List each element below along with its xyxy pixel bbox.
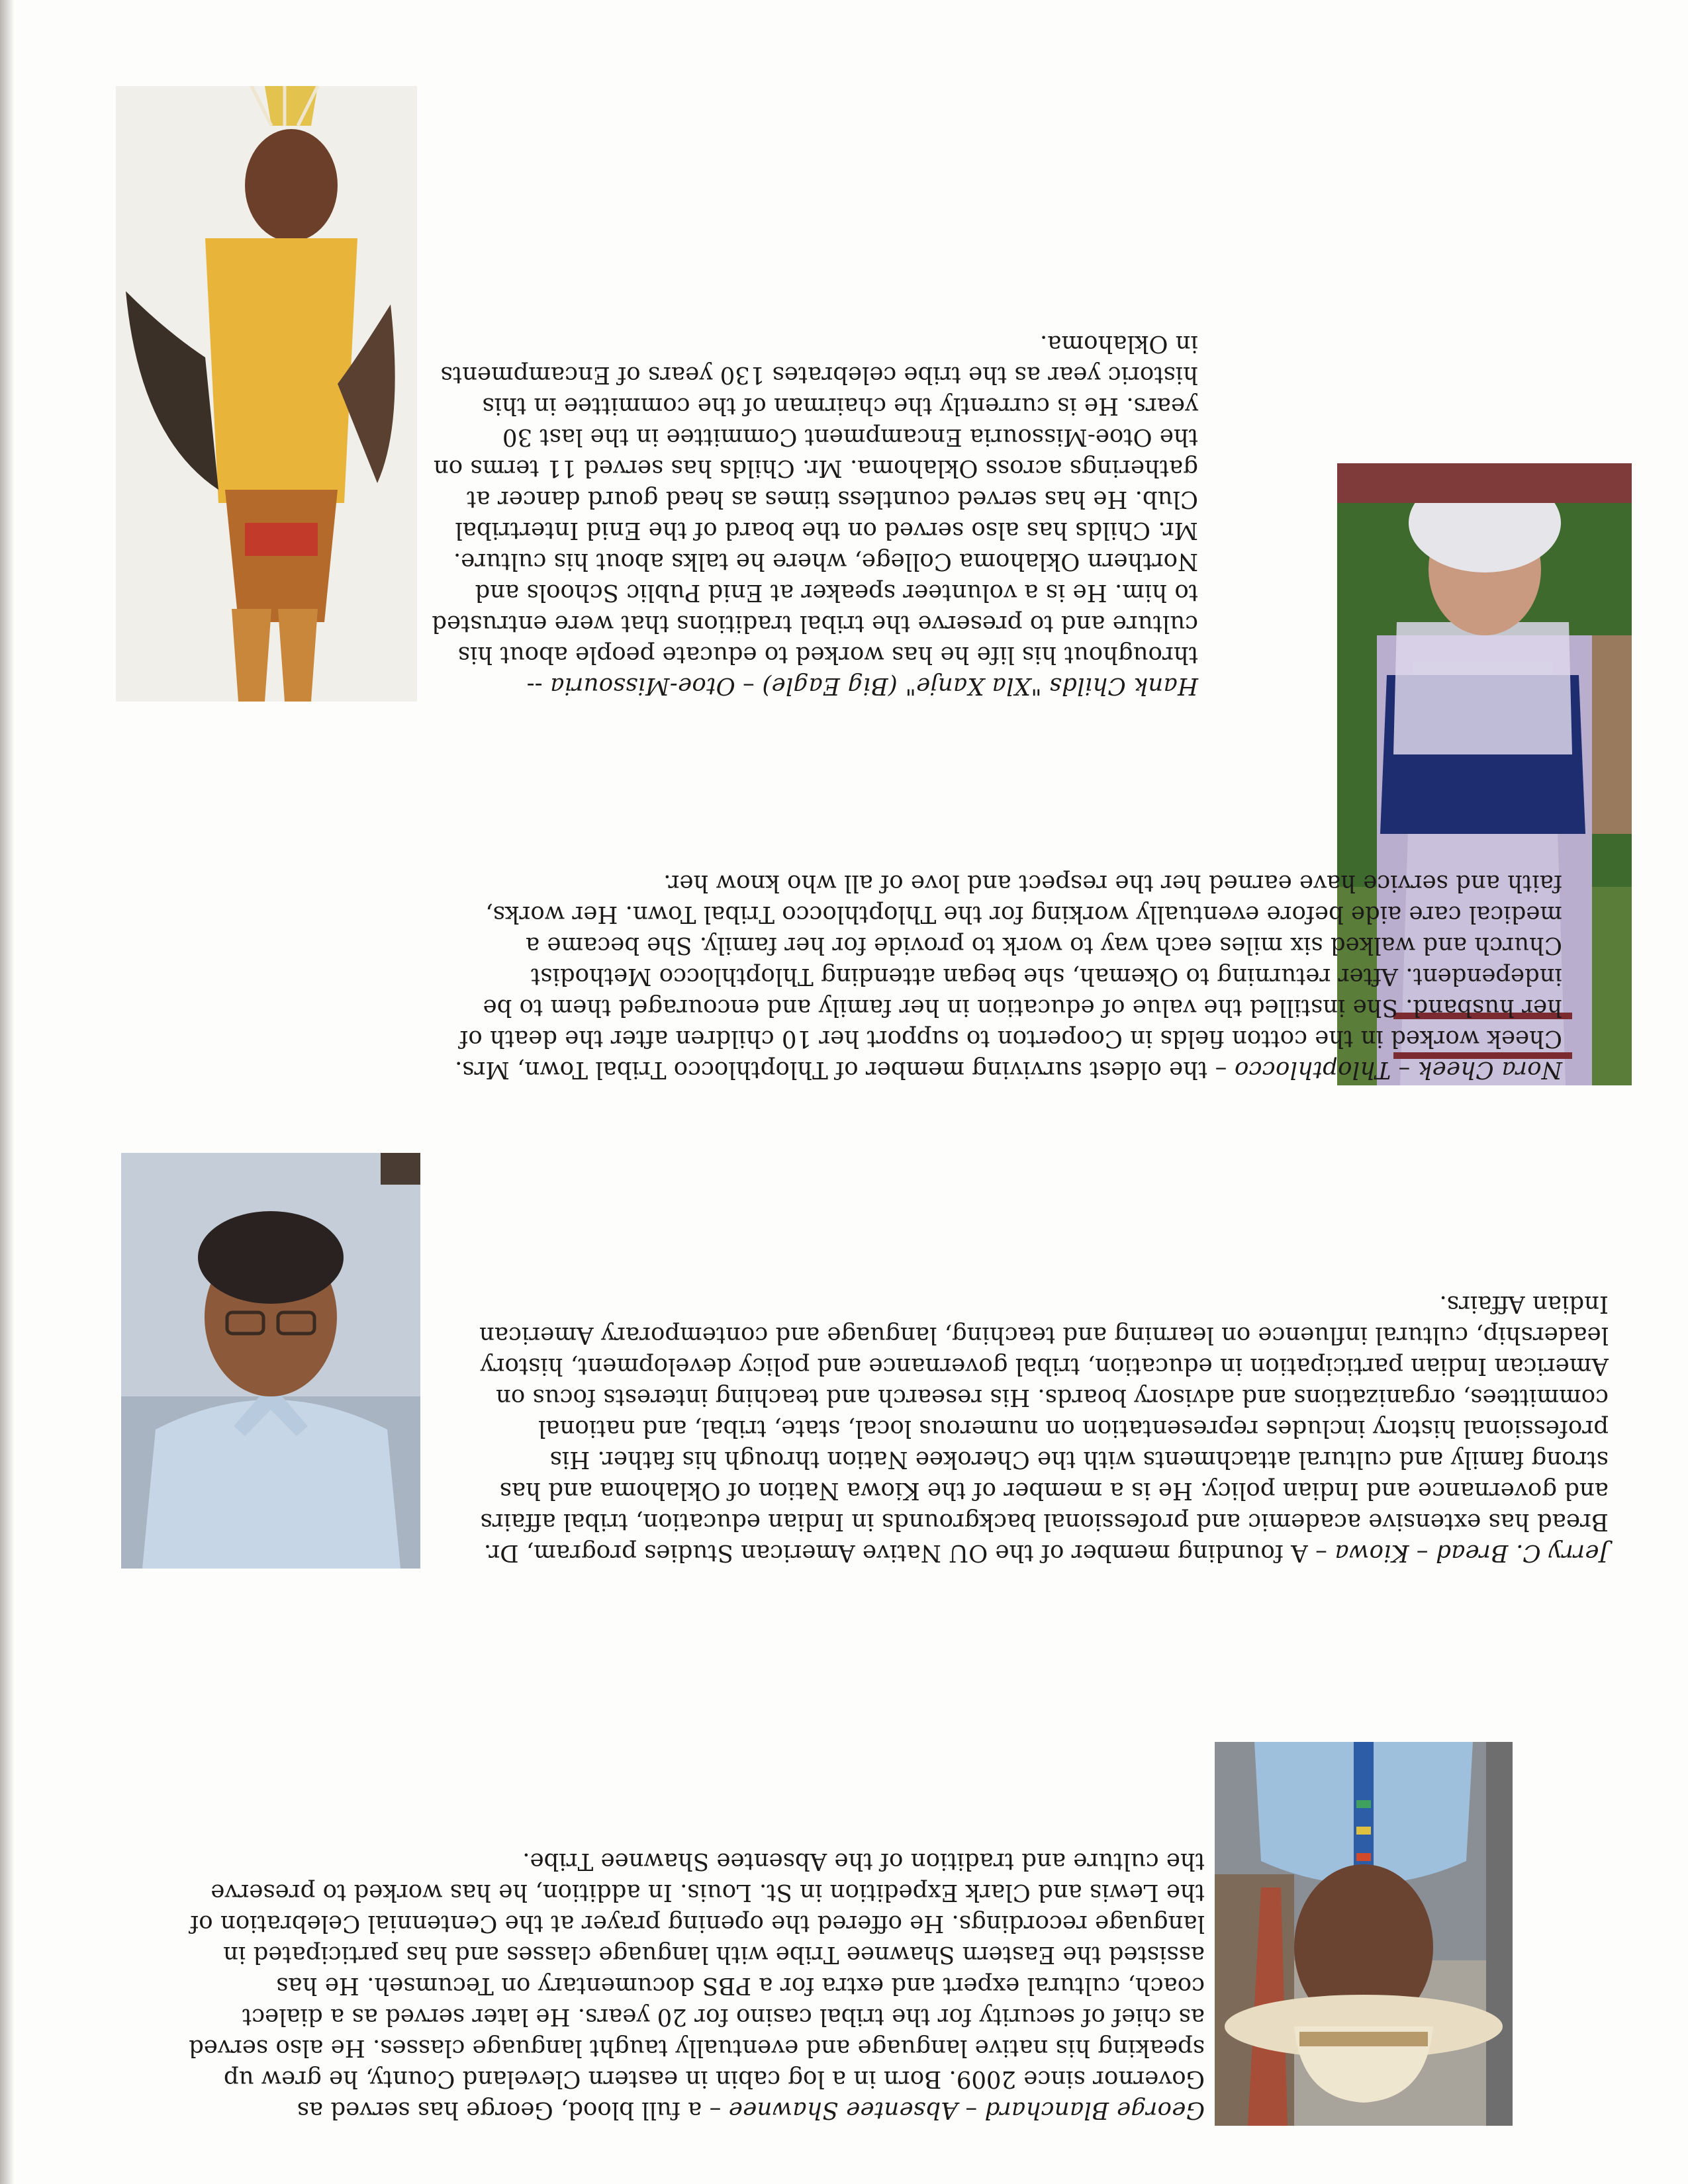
bio-dash: – bbox=[1315, 1539, 1327, 1567]
bio-dash: – bbox=[1215, 1056, 1227, 1083]
portrait-image bbox=[1215, 1742, 1513, 2126]
bio-dash: – bbox=[965, 2097, 978, 2124]
photo-jerry-bread bbox=[121, 1153, 420, 1569]
bio-dash: – bbox=[1416, 1539, 1429, 1567]
page-edge-shadow bbox=[0, 0, 15, 2184]
bio-name: Jerry C. Bread bbox=[1435, 1539, 1609, 1567]
bio-nora-cheek bbox=[450, 868, 1562, 1085]
bio-george-blanchard bbox=[185, 1846, 1205, 2126]
bio-name: Hank Childs "Xla Xanje" (Big Eagle) bbox=[762, 672, 1198, 700]
bio-name: George Blanchard bbox=[984, 2097, 1205, 2124]
bio-tribe: Kiowa bbox=[1335, 1539, 1409, 1567]
bio-dash: – bbox=[1398, 1056, 1411, 1083]
bio-text: A founding member of the OU Native American Studies program, Dr. Bread has extensive academic and professional backgrounds in Indian education, tribal affairs and governance and Indian policy. He is a member of the Kiowa Nation of Oklahoma and has strong family and cultural attachments with the Cherokee Nation through his father. His professional history includes representation on numerous local, state, tribal, and national committees, organizations and advisory boards. His research and teaching interests focus on American Indian participation in education, tribal governance and policy development, history leadership, cultural influence on learning and teaching, language and contemporary American Indian Affairs. bbox=[479, 1291, 1609, 1567]
bio-tribe: Thlopthlocco bbox=[1234, 1056, 1391, 1083]
photo-george-blanchard bbox=[1215, 1742, 1513, 2126]
photo-hank-childs bbox=[116, 86, 417, 702]
portrait-image bbox=[121, 1153, 420, 1569]
bio-dash: -- bbox=[526, 672, 543, 700]
bio-dash: – bbox=[743, 672, 755, 700]
bio-name: Nora Cheek bbox=[1417, 1056, 1562, 1083]
bio-text: the oldest surviving member of Thlopthlocco Tribal Town, Mrs. Cheek worked in the cotton fields in Cooperton to support her 10 children after the death of her husband. She instilled the value of education in her family and encouraged them to be independent. After returning to Okemah, she began attending Thlopthlocco Methodist Church and walked six miles each way to work to provide for her family. She became a medical care aide before eventually working for the Thlopthlocco Tribal Town. Her works, faith and service have earned her the respect and love of all who know her. bbox=[455, 870, 1562, 1083]
bio-text: a full blood, George has served as Governor since 2009. Born in a log cabin in eastern Cleveland County, he grew up speaking his native language and eventually taught language classes. He also served as chief of security for the tribal casino for 20 years. He later served as a dialect coach, cultural expert and extra for a PBS documentary on Tecumseh. He has assisted the Eastern Shawnee Tribe with language classes and has participated in language recordings. He offered the opening prayer at the Centennial Celebration of the Lewis and Clark Expedition in St. Louis. In addition, he has worked to preserve the culture and tradition of the Absentee Shawnee Tribe. bbox=[189, 1848, 1205, 2124]
portrait-image bbox=[116, 86, 417, 702]
bio-jerry-bread bbox=[430, 1289, 1609, 1569]
bio-hank-childs bbox=[424, 328, 1198, 702]
bio-tribe: Otoe-Missouria bbox=[549, 672, 735, 700]
bio-text: throughout his life he has worked to educate people about his culture and to preserve the tribal traditions that were entrusted to him. He is a volunteer speaker at Enid Public Schools and Northern Oklahoma College, where he talks about his culture. Mr. Childs has also served on the board of the Enid Intertribal Club. He has served countless times as head gourd dancer at gatherings across Oklahoma. Mr. Childs has served 11 terms on the Otoe-Missouria Encampment Committee in the last 30 years. He is currently the chairman of the committee in this historic year as the tribe celebrates 130 years of Encampments in Oklahoma. bbox=[432, 330, 1198, 668]
bio-dash: – bbox=[709, 2097, 722, 2124]
bio-tribe: Absentee Shawnee bbox=[728, 2097, 959, 2124]
